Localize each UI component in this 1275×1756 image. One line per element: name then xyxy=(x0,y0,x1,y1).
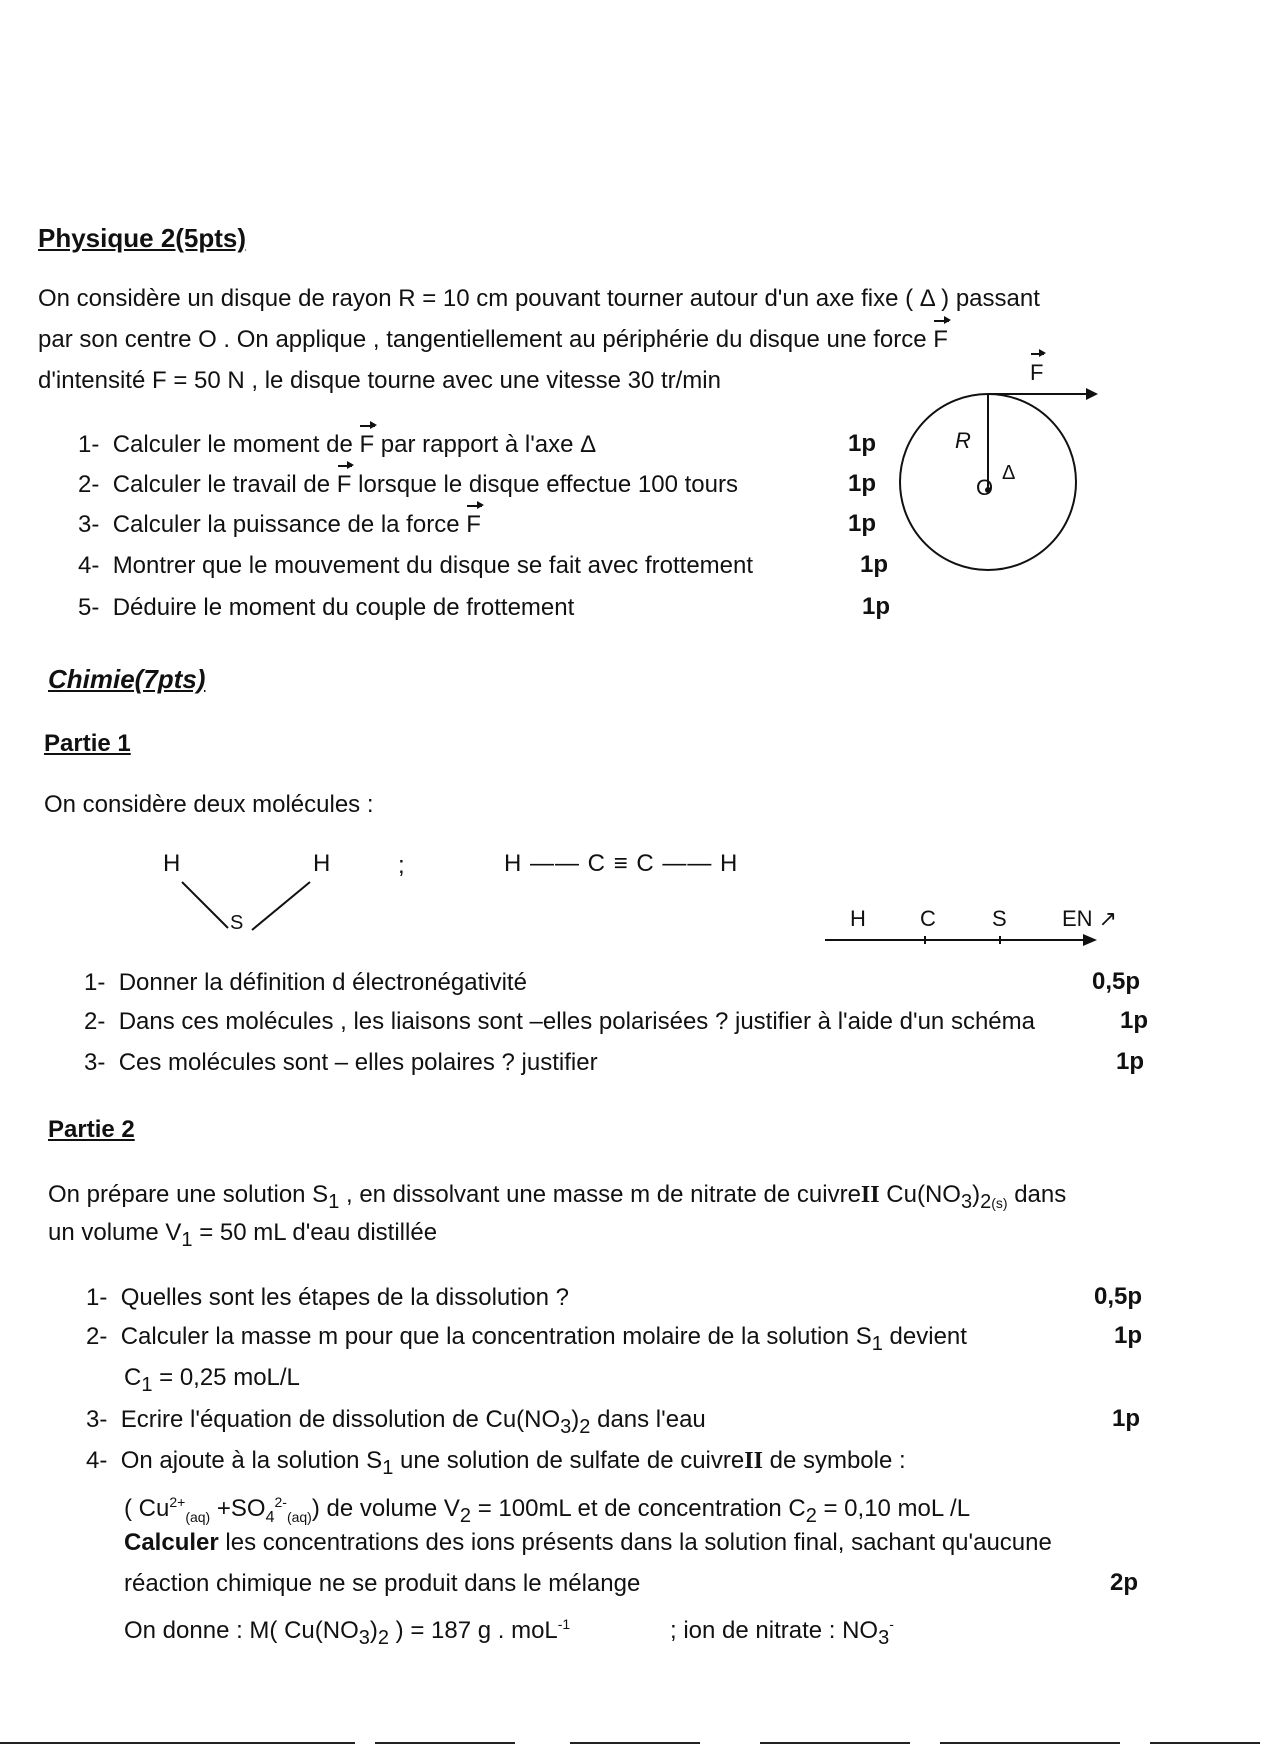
question-number: 3- xyxy=(78,511,100,538)
partie2-question xyxy=(86,1446,906,1483)
intro-text: , en dissolvant une masse m de nitrate de cuivre xyxy=(339,1181,861,1208)
question-number: 1- xyxy=(86,1284,108,1311)
subscript: 2 xyxy=(459,1504,472,1527)
molecule-separator: ; xyxy=(398,852,405,879)
question-text: devient xyxy=(882,1323,967,1350)
partie2-question xyxy=(86,1405,706,1442)
physique-intro-line1: On considère un disque de rayon R = 10 cm pouvant tourner autour d'un axe fixe ( Δ ) passant xyxy=(38,285,1040,312)
physique-intro-line2 xyxy=(38,325,948,355)
partie1-intro: On considère deux molécules : xyxy=(44,791,374,818)
question-text: de symbole : xyxy=(762,1447,906,1474)
subscript: 2 xyxy=(805,1504,817,1527)
question-text: lorsque le disque effectue 100 tours xyxy=(351,471,738,498)
partie2-question xyxy=(86,1322,967,1359)
subscript: 2 xyxy=(980,1190,992,1213)
question-number: 4- xyxy=(78,552,100,579)
question-points: 1p xyxy=(1120,1007,1149,1034)
partie2-question-cont: réaction chimique ne se produit dans le mélange xyxy=(124,1570,641,1597)
question-text: Dans ces molécules , les liaisons sont –elles polarisées ? justifier à l'aide d'un schéma xyxy=(118,1008,1035,1035)
question-text: = 0,25 moL/L xyxy=(152,1364,300,1391)
partie2-question-cont xyxy=(124,1363,300,1400)
footer-rule xyxy=(0,1742,355,1744)
superscript: -1 xyxy=(557,1616,571,1632)
en-label-c: C xyxy=(920,906,936,931)
question-text: Donner la définition d électronégativité xyxy=(118,969,527,996)
question-points: 1p xyxy=(848,430,877,457)
partie1-question xyxy=(84,1007,1035,1037)
question-text: les concentrations des ions présents dans la solution final, sachant qu'aucune xyxy=(218,1529,1052,1556)
intro-text: On prépare une solution S xyxy=(48,1181,329,1208)
question-text: C xyxy=(124,1364,142,1391)
question-text: Ces molécules sont – elles polaires ? justifier xyxy=(118,1049,598,1076)
subscript: 1 xyxy=(871,1332,883,1355)
force-arrowhead xyxy=(1086,388,1098,400)
roman-numeral: II xyxy=(860,1182,880,1208)
subscript: 3 xyxy=(878,1626,890,1649)
footer-rule xyxy=(570,1742,700,1744)
intro-text: ) xyxy=(972,1181,981,1208)
given-text: ) xyxy=(369,1617,378,1644)
partie2-question-cont xyxy=(124,1528,1052,1558)
question-number: 1- xyxy=(78,431,100,458)
question-text: Montrer que le mouvement du disque se fait avec frottement xyxy=(112,552,754,579)
en-label-h: H xyxy=(850,906,866,931)
bold-keyword: Calculer xyxy=(124,1529,219,1556)
intro-text: un volume V xyxy=(48,1219,182,1246)
partie2-intro-line2 xyxy=(48,1218,437,1255)
footer-rule xyxy=(375,1742,515,1744)
state-subscript: (s) xyxy=(991,1194,1008,1211)
intro-text: Cu(NO xyxy=(879,1181,961,1208)
force-label-text: F xyxy=(1030,358,1043,388)
h2s-h-left: H xyxy=(163,850,181,877)
physique-title: Physique 2(5pts) xyxy=(38,223,247,253)
question-text: +SO xyxy=(210,1495,266,1522)
subscript: 1 xyxy=(141,1373,153,1396)
force-vector: F xyxy=(336,471,352,498)
question-points: 0,5p xyxy=(1092,968,1141,995)
question-number: 4- xyxy=(86,1447,108,1474)
en-axis-text: EN xyxy=(1062,906,1093,931)
physique-intro-line3: d'intensité F = 50 N , le disque tourne avec une vitesse 30 tr/min xyxy=(38,367,721,394)
question-number: 2- xyxy=(86,1323,108,1350)
question-points: 2p xyxy=(1110,1569,1139,1596)
en-scale-axis xyxy=(825,930,1105,954)
intro-text: par son centre O . On applique , tangentiellement au périphérie du disque une force xyxy=(38,326,934,353)
question-text: par rapport à l'axe Δ xyxy=(374,431,597,458)
axis-label: Δ xyxy=(1002,462,1016,484)
subscript: 4 xyxy=(265,1508,275,1526)
question-text: = 100mL et de concentration C xyxy=(471,1495,806,1522)
question-number: 2- xyxy=(84,1008,106,1035)
partie1-question xyxy=(84,1048,598,1078)
force-vector: F xyxy=(933,326,948,353)
acetylene-formula: H —— C ≡ C —— H xyxy=(504,850,739,877)
chimie-title: Chimie(7pts) xyxy=(48,664,206,694)
partie2-question xyxy=(86,1283,569,1313)
en-label-s: S xyxy=(992,906,1007,931)
subscript: 3 xyxy=(960,1190,973,1213)
question-number: 3- xyxy=(86,1406,108,1433)
physique-question xyxy=(78,510,481,540)
question-text: = 0,10 moL /L xyxy=(816,1495,971,1522)
subscript: 1 xyxy=(382,1456,394,1479)
roman-numeral: II xyxy=(744,1448,763,1474)
h2s-bonds xyxy=(170,870,330,940)
question-text: Ecrire l'équation de dissolution de Cu(NO xyxy=(120,1406,561,1433)
state-subscript: (aq) xyxy=(286,1508,312,1525)
question-text: Calculer la masse m pour que la concentration molaire de la solution S xyxy=(120,1323,872,1350)
question-text: ) de volume V xyxy=(311,1495,460,1522)
center-label: O xyxy=(976,475,994,500)
bond-h-s-left xyxy=(182,882,228,928)
disk-diagram xyxy=(900,355,1100,575)
partie2-question-cont xyxy=(124,1487,970,1533)
question-points: 1p xyxy=(862,593,891,620)
question-text: dans l'eau xyxy=(590,1406,706,1433)
question-text: Calculer la puissance de la force xyxy=(112,511,467,538)
footer-rule xyxy=(760,1742,910,1744)
subscript: 1 xyxy=(181,1228,193,1251)
physique-question xyxy=(78,470,738,500)
given-text: ) = 187 g . moL xyxy=(389,1617,558,1644)
question-points: 1p xyxy=(1112,1405,1141,1432)
partie1-title: Partie 1 xyxy=(44,730,131,757)
question-points: 1p xyxy=(848,470,877,497)
question-text: une solution de sulfate de cuivre xyxy=(393,1447,745,1474)
force-vector: F xyxy=(359,431,375,458)
question-points: 0,5p xyxy=(1094,1283,1143,1310)
partie1-question xyxy=(84,968,527,998)
footer-rule xyxy=(1150,1742,1260,1744)
question-points: 1p xyxy=(1116,1048,1145,1075)
question-text: Quelles sont les étapes de la dissolution ? xyxy=(120,1284,569,1311)
physique-question xyxy=(78,430,596,460)
question-text: Calculer le moment de xyxy=(112,431,360,458)
physique-question xyxy=(78,593,574,623)
question-points: 1p xyxy=(860,551,889,578)
superscript: - xyxy=(889,1616,894,1632)
question-points: 1p xyxy=(848,510,877,537)
question-number: 3- xyxy=(84,1049,106,1076)
partie2-title: Partie 2 xyxy=(48,1116,135,1143)
bond-h-s-right xyxy=(252,882,310,930)
intro-text: = 50 mL d'eau distillée xyxy=(192,1219,438,1246)
radius-label: R xyxy=(955,428,971,453)
subscript: 1 xyxy=(328,1190,340,1213)
h2s-h-right: H xyxy=(313,850,331,877)
given-text: On donne : M( Cu(NO xyxy=(124,1617,359,1644)
given-text: ; ion de nitrate : NO xyxy=(670,1617,879,1644)
force-label xyxy=(1030,358,1043,388)
subscript: 3 xyxy=(358,1626,370,1649)
physique-question xyxy=(78,551,753,581)
question-number: 1- xyxy=(84,969,106,996)
question-text: On ajoute à la solution S xyxy=(120,1447,383,1474)
question-text: Calculer le travail de xyxy=(112,471,337,498)
state-subscript: (aq) xyxy=(185,1508,211,1525)
subscript: 2 xyxy=(377,1626,389,1649)
question-text: ) xyxy=(571,1406,580,1433)
question-text: Déduire le moment du couple de frottement xyxy=(112,594,575,621)
superscript: 2- xyxy=(274,1494,287,1510)
en-axis-arrowhead xyxy=(1083,934,1097,946)
en-axis-label: EN ↗ xyxy=(1062,906,1118,931)
subscript: 2 xyxy=(579,1415,591,1438)
superscript: 2+ xyxy=(169,1494,186,1510)
question-points: 1p xyxy=(1114,1322,1143,1349)
question-text: ( Cu xyxy=(124,1495,170,1522)
given-nitrate xyxy=(670,1609,894,1653)
force-vector: F xyxy=(466,511,481,538)
given-data xyxy=(124,1609,570,1653)
footer-rule xyxy=(940,1742,1120,1744)
question-number: 5- xyxy=(78,594,100,621)
question-number: 2- xyxy=(78,471,100,498)
intro-text: dans xyxy=(1007,1181,1067,1208)
subscript: 3 xyxy=(560,1415,572,1438)
partie2-intro-line1 xyxy=(48,1180,1066,1218)
h2s-s: S xyxy=(230,912,244,934)
